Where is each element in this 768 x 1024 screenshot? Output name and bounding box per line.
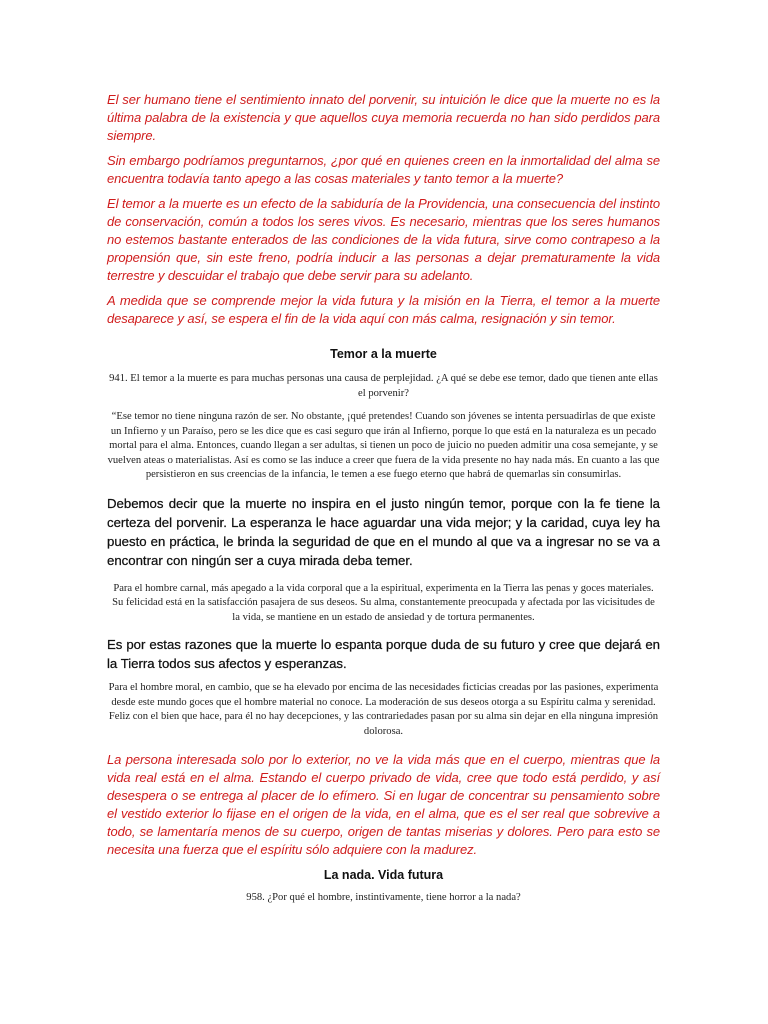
question-paragraph: 958. ¿Por qué el hombre, instintivamente, tiene horror a la nada?	[246, 892, 521, 903]
commentary-paragraph: Es por estas razones que la muerte lo espanta porque duda de su futuro y cree que dejará en la Tierra todos sus afectos y esperanzas.	[107, 637, 660, 671]
intro-paragraph: Sin embargo podríamos preguntarnos, ¿por qué en quienes creen en la inmortalidad del alma se encuentra todavía tanto apego a las cosas materiales y tanto temor a la muerte?	[107, 153, 660, 186]
intro-paragraph: A medida que se comprende mejor la vida futura y la misión en la Tierra, el temor a la muerte desaparece y así, se espera el fin de la vida aquí con más calma, resignación y sin temor.	[107, 293, 660, 326]
intro-paragraph: El temor a la muerte es un efecto de la sabiduría de la Providencia, una consecuencia del instinto de conservación, común a todos los seres vivos. Es necesario, mientras que los seres humanos no estemos bastante enterados de las condiciones de la vida futura, sirve como contrapeso a la propensión que, sin este freno, podría inducir a las personas a dejar prematuramente la vida terrestre y descuidar el trabajo que debe servir para su adelanto.	[107, 196, 660, 283]
intro-paragraph: El ser humano tiene el sentimiento innato del porvenir, su intuición le dice que la muerte no es la última palabra de la existencia y que aquellos cuya memoria recuerda no han sido perdidos para siempre.	[107, 92, 660, 143]
section-heading: La nada. Vida futura	[323, 868, 444, 882]
document-body	[107, 91, 660, 906]
moral-man-paragraph: Para el hombre moral, en cambio, que se ha elevado por encima de las necesidades ficticias creadas por las pasiones, experimenta desde este mundo goces que el hombre material no conoce. La moderación de sus deseos otorga a su Espíritu calma y serenidad. Feliz con el bien que hace, para él no hay decepciones, y las contrariedades pasan por su alma sin dejar en ella ninguna impresión dolorosa.	[108, 682, 659, 737]
answer-quote-paragraph: “Ese temor no tiene ninguna razón de ser. No obstante, ¡qué pretendes! Cuando son jóvenes se intenta persuadirlas de que existe un Infierno y un Paraíso, pero se les dice que es casi seguro que irán al Infierno, porque lo que está en la naturaleza es un pecado mortal para el alma. Entonces, cuando llegan a ser adultas, si tienen un poco de juicio no pueden admitir una cosa semejante, y se vuelven ateas o materialistas. Así es como se las induce a creer que fuera de la vida presente no hay nada más. En cuanto a las que persistieron en sus creencias de la infancia, le temen a ese fuego eterno que habrá de quemarlas sin consumirlas.	[107, 411, 660, 480]
question-paragraph: 941. El temor a la muerte es para muchas personas una causa de perplejidad. ¿A qué se debe ese temor, dado que tienen ante ellas el porvenir?	[109, 373, 658, 399]
carnal-man-paragraph: Para el hombre carnal, más apegado a la vida corporal que a la espiritual, experimenta en la Tierra las penas y goces materiales. Su felicidad está en la satisfacción pasajera de sus deseos. Su alma, constantemente preocupada y afectada por las vicisitudes de la vida, se mantiene en un estado de ansiedad y de tortura permanentes.	[112, 582, 655, 623]
section-heading: Temor a la muerte	[330, 347, 437, 361]
reflection-paragraph: La persona interesada solo por lo exterior, no ve la vida más que en el cuerpo, mientras que la vida real está en el alma. Estando el cuerpo privado de vida, cree que todo está perdido, y así desespera o se entrega al placer de lo efímero. Si en lugar de concentrar su pensamiento sobre el vestido exterior lo fijase en el origen de la vida, en el alma, que es el ser real que sobrevive a todo, se lamentaría menos de su cuerpo, origen de tantas miserias y dolores. Pero para esto se necesita una fuerza que el espíritu sólo adquiere con la madurez.	[107, 752, 660, 857]
commentary-paragraph: Debemos decir que la muerte no inspira en el justo ningún temor, porque con la fe tiene la certeza del porvenir. La esperanza le hace aguardar una vida mejor; y la caridad, cuya ley ha puesto en práctica, le brinda la seguridad de que en el mundo al que va a ingresar no se va a encontrar con ningún ser a cuya mirada deba temer.	[107, 495, 660, 568]
